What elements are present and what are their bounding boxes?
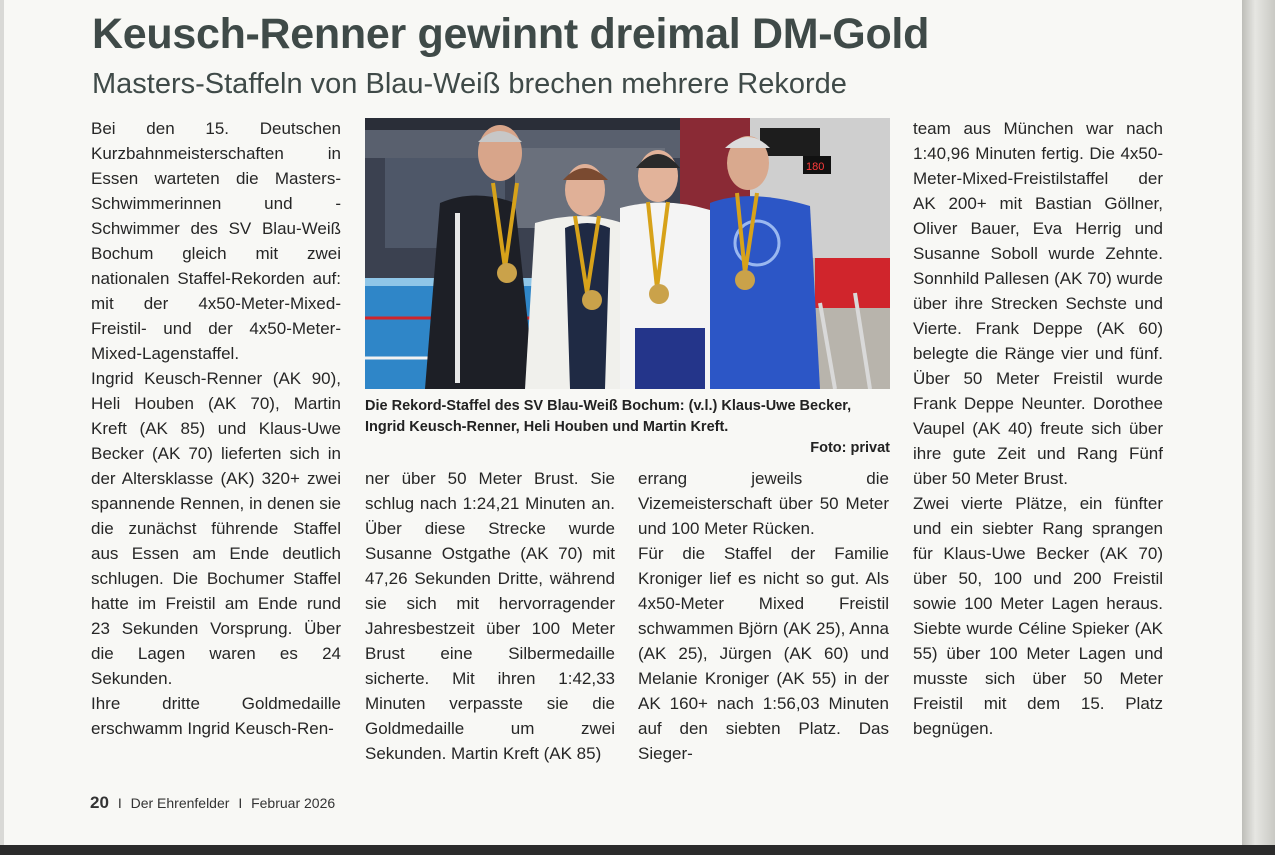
page-bottom-edge bbox=[0, 845, 1275, 855]
scoreboard-digits: 180 bbox=[806, 161, 825, 173]
paragraph: Bei den 15. Deutschen Kurzbahnmeisterschaften in Essen warteten die Masters-Schwimmerinnen und -Schwimmer des SV Blau-Weiß Bochum gleich mit zwei nationalen Staffel-Rekorden auf: mit der 4x50-Meter-Mixed-Freistil- und der 4x50-Meter-Mixed-Lagenstaffel. bbox=[91, 119, 341, 363]
paragraph: Ihre dritte Goldmedaille erschwamm Ingrid Keusch-Ren- bbox=[91, 694, 341, 738]
page-footer bbox=[90, 793, 335, 813]
team-photo bbox=[365, 118, 890, 389]
paragraph: Zwei vierte Plätze, ein fünfter und ein siebter Rang sprangen für Klaus-Uwe Becker (AK 70) über 50, 100 und 200 Freistil sowie 100 Meter Lagen heraus. Siebte wurde Céline Spieker (AK 55) über 100 Meter Lagen und musste sich über 50 Meter Freistil mit dem 15. Platz begnügen. bbox=[913, 494, 1163, 738]
paragraph: errang jeweils die Vizemeisterschaft über 50 Meter und 100 Meter Rücken. bbox=[638, 469, 889, 538]
paragraph: Für die Staffel der Familie Kroniger lief es nicht so gut. Als 4x50-Meter Mixed Freistil schwammen Björn (AK 25), Anna (AK 25), Jürgen (AK 60) und Melanie Kroniger (AK 55) in der AK 160+ nach 1:56,03 Minuten auf den siebten Platz. Das Sieger- bbox=[638, 544, 889, 763]
page-number: 20 bbox=[90, 793, 109, 812]
paragraph: Ingrid Keusch-Renner (AK 90), Heli Houben (AK 70), Martin Kreft (AK 85) und Klaus-Uwe Becker (AK 70) lieferten sich in der Altersklasse (AK) 320+ zwei spannende Rennen, in denen sie die zunächst führende Staffel aus Essen am Ende deutlich schlugen. Die Bochumer Staffel hatte im Freistil am Ende rund 23 Sekunden Vorsprung. Über die Lagen waren es 24 Sekunden. bbox=[91, 369, 341, 688]
footer-separator: I bbox=[238, 795, 243, 811]
text-column-2 bbox=[365, 466, 615, 766]
text-column-1 bbox=[91, 116, 341, 741]
caption-text: Die Rekord-Staffel des SV Blau-Weiß Bochum: (v.l.) Klaus-Uwe Becker, Ingrid Keusch-Renner, Heli Houben und Martin Kreft. bbox=[365, 398, 852, 435]
text-column-4 bbox=[913, 116, 1163, 741]
footer-separator: I bbox=[117, 795, 122, 811]
publication-name: Der Ehrenfelder bbox=[130, 795, 230, 811]
photo-credit: Foto: privat bbox=[810, 440, 890, 456]
text-column-3 bbox=[638, 466, 889, 766]
page-spine-shadow bbox=[1242, 0, 1275, 845]
subheadline: Masters-Staffeln von Blau-Weiß brechen mehrere Rekorde bbox=[92, 68, 847, 100]
photo-caption bbox=[365, 396, 890, 459]
issue-date: Februar 2026 bbox=[251, 795, 336, 811]
paragraph: ner über 50 Meter Brust. Sie schlug nach 1:24,21 Minuten an. Über diese Strecke wurde Susanne Ostgathe (AK 70) mit 47,26 Sekunden Dritte, während sie sich mit hervorragender Jahresbestzeit über 100 Meter Brust eine Silbermedaille sicherte. Mit ihren 1:42,33 Minuten verpasste sie die Goldmedaille um zwei Sekunden. Martin Kreft (AK 85) bbox=[365, 469, 615, 763]
headline: Keusch-Renner gewinnt dreimal DM-Gold bbox=[92, 10, 930, 58]
paragraph: team aus München war nach 1:40,96 Minuten fertig. Die 4x50-Meter-Mixed-Freistilstaffel der AK 200+ mit Bastian Göllner, Oliver Bauer, Eva Herrig und Susanne Soboll wurde Zehnte. Sonnhild Pallesen (AK 70) wurde über ihre Strecken Sechste und Vierte. Frank Deppe (AK 60) belegte die Ränge vier und fünf. Über 50 Meter Freistil wurde Frank Deppe Neunter. Dorothee Vaupel (AK 40) freute sich über ihre gute Zeit und Rang Fünf über 50 Meter Brust. bbox=[913, 119, 1163, 488]
